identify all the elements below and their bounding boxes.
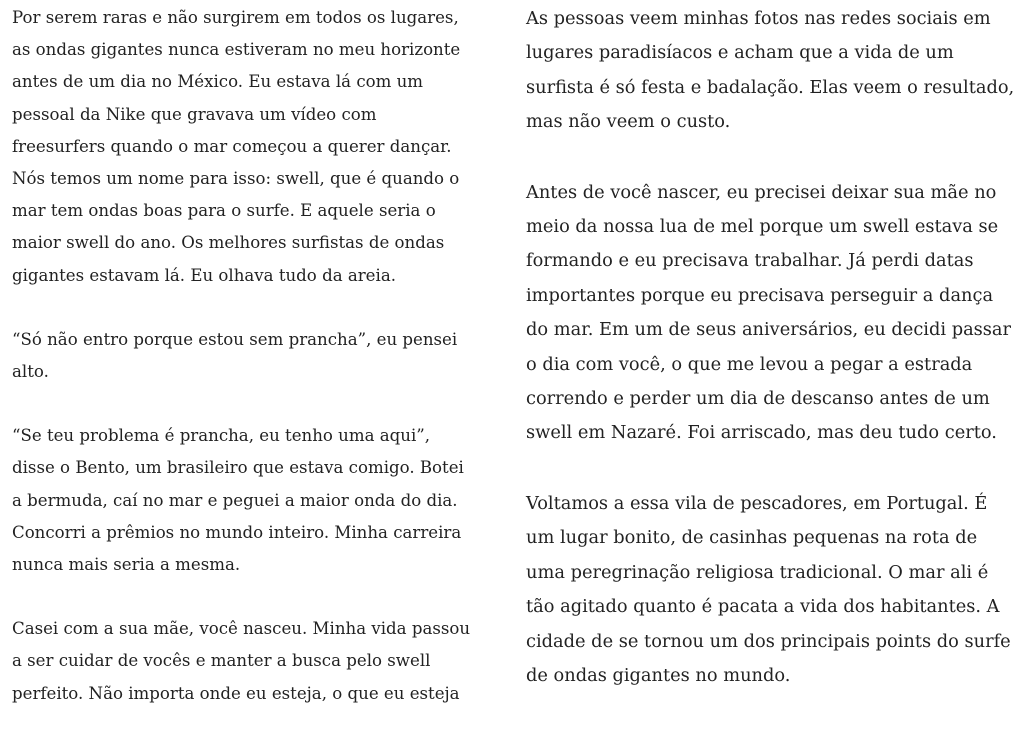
paragraph: “Só não entro porque estou sem prancha”, eu pensei alto. bbox=[12, 329, 458, 382]
right-column bbox=[526, 2, 1020, 729]
paragraph: Antes de você nascer, eu precisei deixar sua mãe no meio da nossa lua de mel porque um swell estava se formando e eu precisava trabalhar. Já perdi datas importantes porque eu precisava perseguir a dança do mar. Em um de seus aniversários, eu decidi passar o dia com você, o que me levou a pegar a estrada correndo e perder um dia de descanso antes de um swell em Nazaré. Foi arriscado, mas deu tudo certo. bbox=[526, 181, 1012, 444]
paragraph: Por serem raras e não surgirem em todos os lugares, as ondas gigantes nunca estiveram no meu horizonte antes de um dia no México. Eu estava lá com um pessoal da Nike que gravava um vídeo com freesurfers quando o mar começou a querer dançar. Nós temos um nome para isso: swell, que é quando o mar tem ondas boas para o surfe. E aquele seria o maior swell do ano. Os melhores surfistas de ondas gigantes estavam lá. Eu olhava tudo da areia. bbox=[12, 8, 461, 285]
paragraph: Voltamos a essa vila de pescadores, em Portugal. É um lugar bonito, de casinhas pequenas na rota de uma peregrinação religiosa tradicional. O mar ali é tão agitado quanto é pacata a vida dos habitantes. A cidade de se tornou um dos principais points do surfe de ondas gigantes no mundo. bbox=[526, 492, 1011, 686]
left-column bbox=[12, 2, 482, 742]
paragraph: As pessoas veem minhas fotos nas redes sociais em lugares paradisíacos e acham que a vida de um surfista é só festa e badalação. Elas veem o resultado, mas não veem o custo. bbox=[526, 8, 1015, 133]
paragraph: Casei com a sua mãe, você nasceu. Minha vida passou a ser cuidar de vocês e manter a busca pelo swell perfeito. Não importa onde eu esteja, o que eu esteja bbox=[12, 619, 471, 703]
paragraph: “Se teu problema é prancha, eu tenho uma aqui”, disse o Bento, um brasileiro que estava comigo. Botei a bermuda, caí no mar e peguei a maior onda do dia. Concorri a prêmios no mundo inteiro. Minha carreira nunca mais seria a mesma. bbox=[12, 426, 464, 575]
